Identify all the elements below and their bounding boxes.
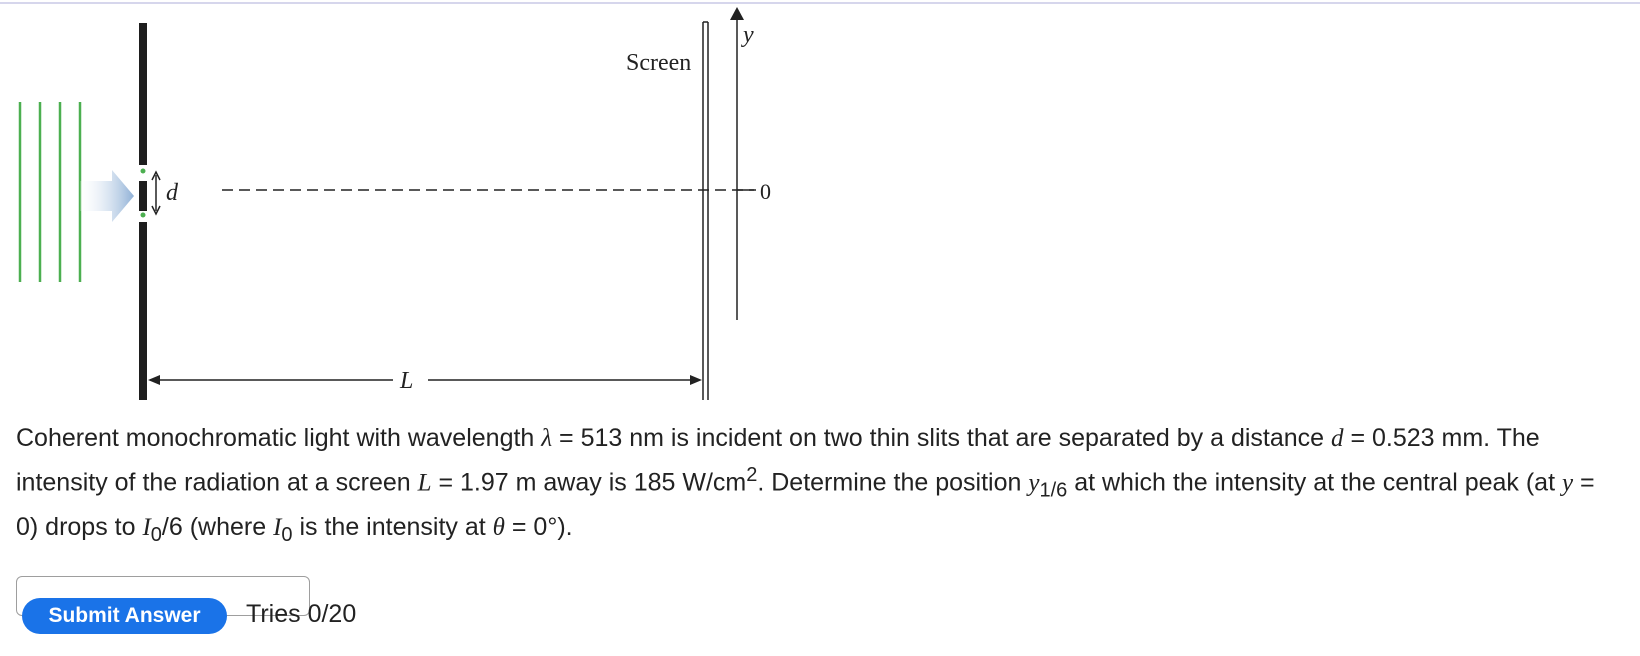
tries-counter: Tries 0/20: [246, 600, 357, 628]
y-symbol: y: [1028, 469, 1040, 497]
slit-marker: [141, 169, 146, 174]
y-axis: [730, 7, 756, 320]
screen-label: Screen: [626, 50, 692, 76]
lambda-symbol: λ: [541, 425, 553, 452]
slit-separation-arrow: [152, 172, 160, 214]
distance-L-arrow: [148, 375, 702, 385]
I-symbol: I: [142, 514, 151, 542]
incident-wavefronts: [20, 102, 80, 282]
submit-answer-button[interactable]: Submit Answer: [22, 598, 227, 634]
d-label: d: [166, 180, 178, 206]
screen: [703, 22, 708, 400]
d-symbol: d: [1331, 425, 1344, 452]
y-axis-label: y: [743, 22, 754, 48]
problem-statement: Coherent monochromatic light with wavelength λ = 513 nm is incident on two thin slits that are separated by a distance d = 0.523 mm. The intensity of the radiation at a screen L = 1.97 m away is 185 $W/cm^2$. Determine the position $y_{1/6}$ at which the intensity at the central peak (at y = 0) drops to $I_0/6$ (where $I_0$ is the intensity at θ = 0°).: [16, 424, 1595, 547]
L-symbol: L: [417, 469, 432, 497]
zero-label: 0: [760, 179, 771, 204]
L-label: L: [400, 368, 414, 394]
theta-symbol: θ: [492, 514, 505, 542]
slit-marker: [141, 213, 146, 218]
incident-light-arrow: [80, 170, 134, 222]
slit-barrier: [139, 23, 147, 400]
